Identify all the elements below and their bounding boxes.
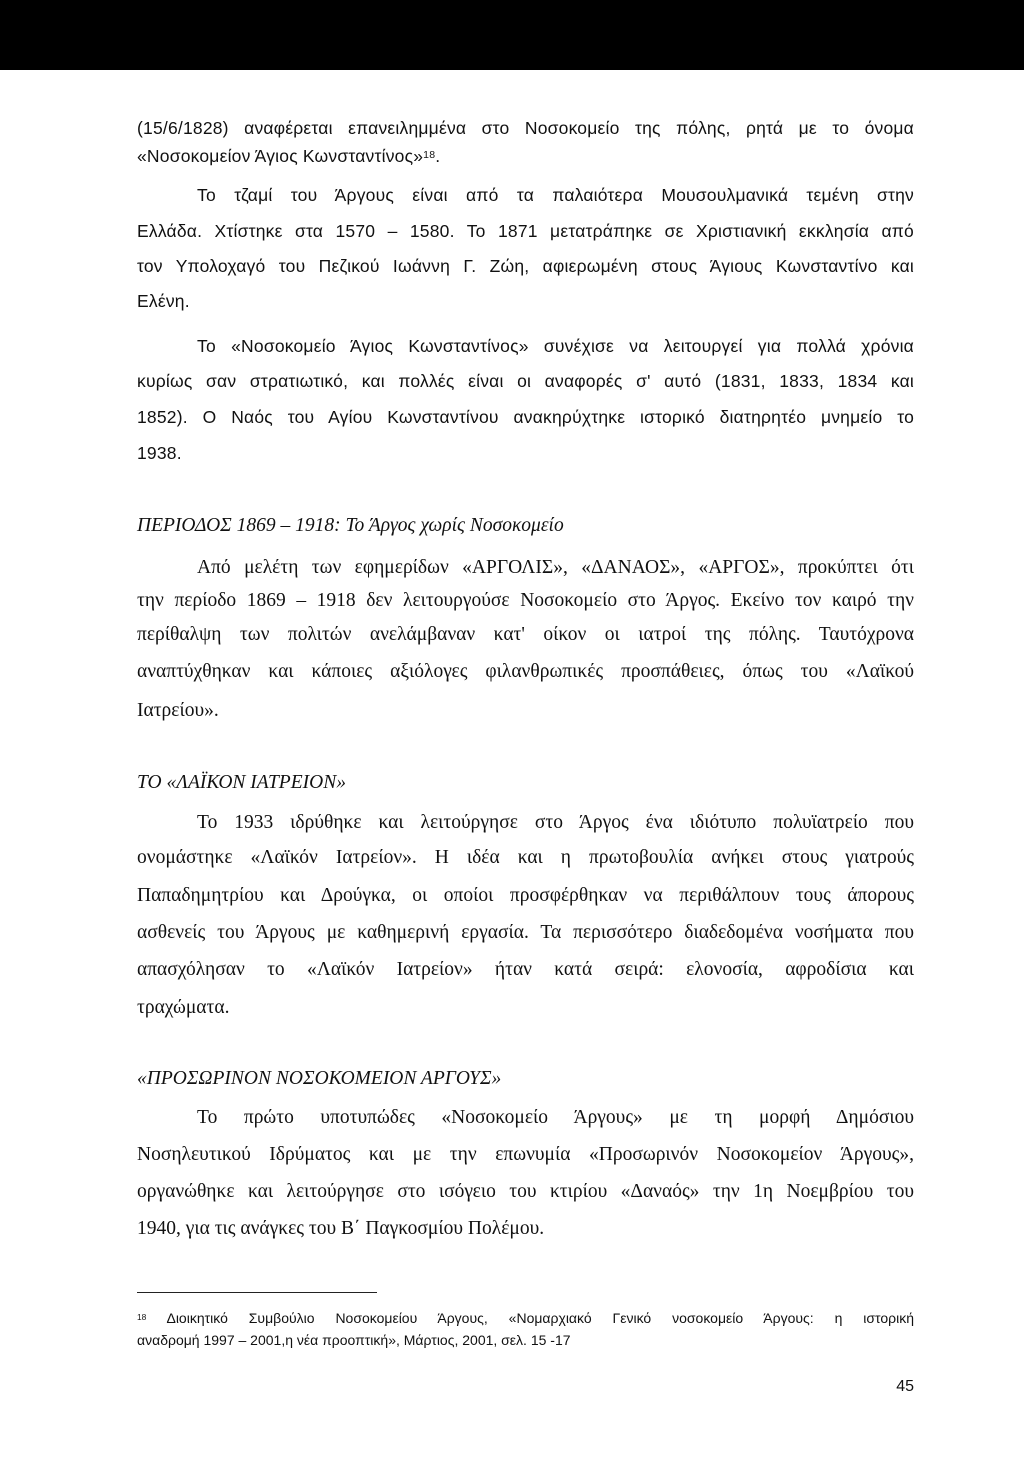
paragraph-3-line-1: Το «Νοσοκομείο Άγιος Κωνσταντίνος» συνέχισε να λειτουργεί για πολλά χρόνια bbox=[197, 336, 914, 356]
paragraph-3-line-4: 1938. bbox=[137, 443, 182, 463]
paragraph-2-line-3: τον Υπολοχαγό του Πεζικού Ιωάννη Γ. Ζώη, αφιερωμένη στους Άγιους Κωνσταντίνο και bbox=[137, 256, 914, 276]
paragraph-3-line-3: 1852). Ο Ναός του Αγίου Κωνσταντίνου ανακηρύχτηκε ιστορικό διατηρητέο μνημείο το bbox=[137, 407, 914, 427]
paragraph-2-line-1: Το τζαμί του Άργους είναι από τα παλαιότερα Μουσουλμανικά τεμένη στην bbox=[197, 185, 914, 205]
paragraph-1-line-1: (15/6/1828) αναφέρεται επανειλημμένα στο Νοσοκομείο της πόλης, ρητά με το όνομα bbox=[137, 118, 914, 138]
paragraph-5-line-2: ονομάστηκε «Λαϊκόν Ιατρείον». Η ιδέα και η πρωτοβουλία ανήκει στους γιατρούς bbox=[137, 847, 914, 868]
footnote-line-1 bbox=[137, 1309, 914, 1327]
hospital-name-quote: «Νοσοκομείον Άγιος Κωνσταντίνος» bbox=[137, 146, 424, 166]
paragraph-6-line-2: Νοσηλευτικού Ιδρύματος και με την επωνυμία «Προσωρινόν Νοσοκομείον Άργους», bbox=[137, 1144, 914, 1165]
paragraph-5-line-3: Παπαδημητρίου και Δρούγκα, οι οποίοι προσφέρθηκαν να περιθάλπουν τους άπορους bbox=[137, 885, 914, 906]
paragraph-3-line-2: κυρίως σαν στρατιωτικό, και πολλές είναι οι αναφορές σ' αυτό (1831, 1833, 1834 και bbox=[137, 371, 914, 391]
footnote-line-2: αναδρομή 1997 – 2001,η νέα προοπτική», Μάρτιος, 2001, σελ. 15 -17 bbox=[137, 1332, 571, 1348]
footnote-divider bbox=[137, 1292, 377, 1293]
footnote-marker: 18 bbox=[137, 1311, 147, 1322]
paragraph-6-line-4: 1940, για τις ανάγκες του Β΄ Παγκοσμίου Πολέμου. bbox=[137, 1218, 545, 1239]
section-heading-prosorinon-nosokomeion: «ΠΡΟΣΩΡΙΝΟΝ ΝΟΣΟΚΟΜΕΙΟΝ ΑΡΓΟΥΣ» bbox=[137, 1068, 502, 1089]
footnote-text-1: Διοικητικό Συμβούλιο Νοσοκομείου Άργους, «Νομαρχιακό Γενικό νοσοκομείο Άργους: η ιστορική bbox=[166, 1310, 915, 1326]
paragraph-5-line-1: Το 1933 ιδρύθηκε και λειτούργησε στο Άργος ένα ιδιότυπο πολυϊατρείο που bbox=[197, 812, 914, 833]
paragraph-4-line-5: Ιατρείου». bbox=[137, 700, 219, 721]
paragraph-6-line-1: Το πρώτο υποτυπώδες «Νοσοκομείο Άργους» με τη μορφή Δημόσιου bbox=[197, 1107, 914, 1128]
section-heading-laikon-iatreion: ΤΟ «ΛΑΪΚΟΝ ΙΑΤΡΕΙΟΝ» bbox=[137, 772, 346, 793]
footnote-reference: 18 bbox=[423, 148, 436, 161]
paragraph-4-line-1: Από μελέτη των εφημερίδων «ΑΡΓΟΛΙΣ», «ΔΑΝΑΟΣ», «ΑΡΓΟΣ», προκύπτει ότι bbox=[197, 557, 914, 578]
paragraph-5-line-4: ασθενείς του Άργους με καθημερινή εργασία. Τα περισσότερο διαδεδομένα νοσήματα που bbox=[137, 922, 914, 943]
paragraph-4-line-4: αναπτύχθηκαν και κάποιες αξιόλογες φιλανθρωπικές προσπάθειες, όπως του «Λαϊκού bbox=[137, 661, 914, 682]
paragraph-5-line-5: απασχόλησαν το «Λαϊκόν Ιατρείον» ήταν κατά σειρά: ελονοσία, αφροδίσια και bbox=[137, 959, 914, 980]
document-sheet bbox=[0, 70, 1024, 1461]
section-heading-period-1869-1918: ΠΕΡΙΟΔΟΣ 1869 – 1918: Το Άργος χωρίς Νοσοκομείο bbox=[137, 515, 564, 536]
paragraph-6-line-3: οργανώθηκε και λειτούργησε στο ισόγειο του κτιρίου «Δαναός» την 1η Νοεμβρίου του bbox=[137, 1181, 914, 1202]
sentence-end: . bbox=[435, 146, 441, 166]
paragraph-2-line-4: Ελένη. bbox=[137, 291, 190, 311]
paragraph-4-line-3: περίθαλψη των πολιτών ανελάμβαναν κατ' οίκον οι ιατροί της πόλης. Ταυτόχρονα bbox=[137, 624, 914, 645]
paragraph-1-line-2 bbox=[137, 144, 914, 168]
paragraph-4-line-2: την περίοδο 1869 – 1918 δεν λειτουργούσε Νοσοκομείο στο Άργος. Εκείνο τον καιρό την bbox=[137, 590, 914, 611]
paragraph-2-line-2: Ελλάδα. Χτίστηκε στα 1570 – 1580. Το 1871 μετατράπηκε σε Χριστιανική εκκλησία από bbox=[137, 221, 914, 241]
paragraph-5-line-6: τραχώματα. bbox=[137, 997, 230, 1018]
page-number: 45 bbox=[896, 1378, 914, 1395]
